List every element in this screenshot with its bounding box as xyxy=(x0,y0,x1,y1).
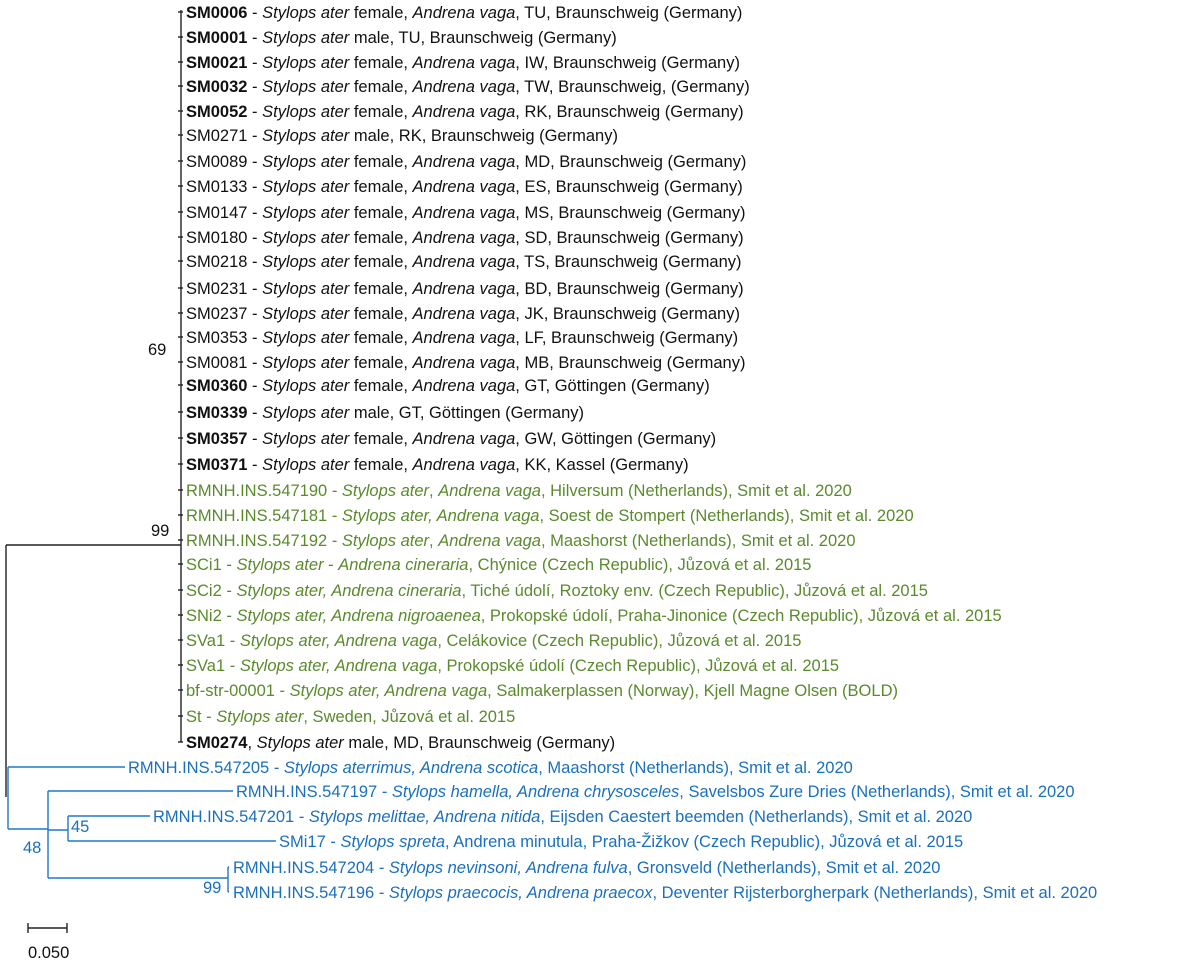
taxon-text: - xyxy=(247,253,263,271)
taxon-label xyxy=(186,4,742,22)
taxon-name-italic: Stylops ater xyxy=(262,178,350,196)
taxon-text: , TW, Braunschweig, (Germany) xyxy=(515,78,750,96)
taxon-text: - xyxy=(247,305,263,323)
taxon-name-italic: Andrena vaga xyxy=(412,354,516,372)
taxon-id: RMNH.INS.547205 xyxy=(128,759,270,777)
taxon-label xyxy=(186,632,801,650)
taxon-id: SCi2 xyxy=(186,582,222,600)
taxon-text: female, xyxy=(349,430,413,448)
taxon-name-italic: Stylops praecocis, Andrena praecox xyxy=(388,884,653,902)
taxon-id: RMNH.INS.547181 xyxy=(186,507,328,525)
taxon-id: SMi17 xyxy=(279,833,326,851)
taxon-text: female, xyxy=(349,54,413,72)
taxon-name-italic: Andrena vaga xyxy=(438,482,541,500)
taxon-text: - xyxy=(247,78,263,96)
taxon-text: - xyxy=(247,229,263,247)
taxon-name-italic: Andrena vaga xyxy=(412,456,516,474)
taxon-text: female, xyxy=(349,253,413,271)
taxon-label xyxy=(186,229,744,247)
taxon-text: , Soest de Stompert (Netherlands), Smit et al. 2020 xyxy=(539,507,914,525)
taxon-text: , Hilversum (Netherlands), Smit et al. 2020 xyxy=(540,482,852,500)
taxon-text: - xyxy=(247,329,263,347)
taxon-id: SVa1 xyxy=(186,657,226,675)
taxon-text: - xyxy=(247,178,263,196)
taxon-name-italic: Andrena cineraria xyxy=(338,556,469,574)
taxon-label xyxy=(186,354,745,372)
taxon-label xyxy=(186,682,898,700)
taxon-id: SM0021 xyxy=(186,54,248,72)
taxon-name-italic: Stylops ater xyxy=(262,404,350,422)
taxon-text: , MD, Braunschweig (Germany) xyxy=(515,153,747,171)
taxon-text: , Eijsden Caestert beemden (Netherlands), Smit et al. 2020 xyxy=(540,808,973,826)
taxon-name-italic: Stylops ater xyxy=(262,29,350,47)
taxon-name-italic: Stylops ater, Andrena vaga xyxy=(341,507,540,525)
taxon-text: - xyxy=(201,708,217,726)
taxon-text: - xyxy=(247,354,263,372)
taxon-text: female, xyxy=(349,204,413,222)
taxon-text: - xyxy=(327,482,342,500)
taxon-id: SM0001 xyxy=(186,29,248,47)
taxon-id: SM0353 xyxy=(186,329,248,347)
taxon-text: , SD, Braunschweig (Germany) xyxy=(515,229,744,247)
taxon-label xyxy=(153,808,972,826)
taxon-name-italic: Stylops ater xyxy=(262,329,350,347)
taxon-label xyxy=(186,482,852,500)
scale-bar-label: 0.050 xyxy=(28,944,70,962)
taxon-text: - xyxy=(225,657,240,675)
taxon-text: - xyxy=(247,153,263,171)
support-value-99-outgroup: 99 xyxy=(203,879,222,897)
taxon-text: , xyxy=(429,532,439,550)
taxon-name-italic: Stylops ater xyxy=(262,354,350,372)
taxon-id: SM0032 xyxy=(186,78,248,96)
taxon-text: - xyxy=(247,204,263,222)
taxon-name-italic: Andrena vaga xyxy=(412,280,516,298)
taxon-text: female, xyxy=(349,178,413,196)
taxon-name-italic: Stylops ater xyxy=(262,305,350,323)
taxon-text: - xyxy=(247,4,263,22)
taxon-id: SM0180 xyxy=(186,229,248,247)
taxon-label xyxy=(186,329,738,347)
taxon-id: SM0052 xyxy=(186,103,248,121)
taxon-id: SM0360 xyxy=(186,377,248,395)
taxon-text: female, xyxy=(349,456,413,474)
taxon-text: , Maashorst (Netherlands), Smit et al. 2020 xyxy=(538,759,853,777)
taxon-text: , Maashorst (Netherlands), Smit et al. 2020 xyxy=(540,532,856,550)
taxon-name-italic: Stylops ater, Andrena vaga xyxy=(239,632,438,650)
taxon-name-italic: Stylops ater xyxy=(256,734,344,752)
taxon-name-italic: Andrena vaga xyxy=(412,103,516,121)
taxon-text: - xyxy=(247,29,263,47)
taxon-text: , Prokopské údolí, Praha-Jinonice (Czech Republic), Jůzová et al. 2015 xyxy=(480,607,1002,625)
taxon-text: , Tiché údolí, Roztoky env. (Czech Republic), Jůzová et al. 2015 xyxy=(461,582,928,600)
taxon-name-italic: Stylops ater xyxy=(262,229,350,247)
taxon-label xyxy=(186,29,617,47)
taxon-label xyxy=(186,657,839,675)
taxon-text: - xyxy=(323,556,339,574)
taxon-text: - xyxy=(247,404,263,422)
taxon-name-italic: Stylops ater xyxy=(341,532,430,550)
taxon-text: female, xyxy=(349,229,413,247)
taxon-text: - xyxy=(247,377,263,395)
taxon-name-italic: Stylops ater, Andrena cineraria xyxy=(236,582,462,600)
taxon-id: SM0371 xyxy=(186,456,248,474)
taxon-text: - xyxy=(247,103,263,121)
taxon-text: , MB, Braunschweig (Germany) xyxy=(515,354,746,372)
taxon-label xyxy=(186,582,928,600)
taxon-label xyxy=(186,127,618,145)
taxon-name-italic: Stylops ater xyxy=(262,280,350,298)
taxon-text: - xyxy=(247,430,263,448)
taxon-name-italic: Andrena vaga xyxy=(412,4,516,22)
scale-bar xyxy=(28,923,69,962)
taxon-name-italic: Stylops ater xyxy=(262,103,350,121)
support-value-99-ingroup: 99 xyxy=(151,522,170,540)
taxon-id: RMNH.INS.547201 xyxy=(153,808,295,826)
taxon-label xyxy=(186,507,914,525)
taxon-id: SM0133 xyxy=(186,178,248,196)
taxon-text: female, xyxy=(349,78,413,96)
taxon-name-italic: Stylops ater xyxy=(262,377,350,395)
taxon-name-italic: Stylops ater xyxy=(341,482,430,500)
taxon-name-italic: Andrena vaga xyxy=(412,78,516,96)
taxon-text: female, xyxy=(349,377,413,395)
taxon-text: - xyxy=(247,127,263,145)
taxon-label xyxy=(186,78,750,96)
taxon-label xyxy=(186,178,743,196)
taxon-text: - xyxy=(221,582,237,600)
taxon-name-italic: Stylops ater xyxy=(262,127,350,145)
taxon-name-italic: Stylops ater xyxy=(262,54,350,72)
taxon-name-italic: Andrena vaga xyxy=(412,229,516,247)
taxon-text: - xyxy=(377,783,392,801)
taxon-id: bf-str-00001 xyxy=(186,682,275,700)
taxon-name-italic: Stylops ater, Andrena nigroaenea xyxy=(236,607,481,625)
taxon-id: SM0274 xyxy=(186,734,248,752)
taxon-label xyxy=(233,859,940,877)
taxon-name-italic: Stylops ater xyxy=(262,78,350,96)
taxon-text: , Sweden, Jůzová et al. 2015 xyxy=(303,708,516,726)
taxon-text: male, MD, Braunschweig (Germany) xyxy=(343,734,616,752)
taxon-name-italic: Andrena vaga xyxy=(412,430,516,448)
taxon-label xyxy=(236,783,1075,801)
taxon-label xyxy=(186,456,689,474)
taxon-text: - xyxy=(269,759,284,777)
taxon-text: male, RK, Braunschweig (Germany) xyxy=(349,127,618,145)
taxon-id: SM0218 xyxy=(186,253,248,271)
taxon-label xyxy=(128,759,853,777)
taxon-text: , Andrena minutula, Praha-Žižkov (Czech Republic), Jůzová et al. 2015 xyxy=(445,833,964,851)
taxon-label xyxy=(186,734,615,752)
taxon-text: , GT, Göttingen (Germany) xyxy=(515,377,710,395)
support-value-48: 48 xyxy=(23,839,42,857)
taxon-text: , JK, Braunschweig (Germany) xyxy=(515,305,740,323)
taxon-text: , MS, Braunschweig (Germany) xyxy=(515,204,746,222)
support-value-69: 69 xyxy=(148,341,167,359)
taxon-name-italic: Andrena vaga xyxy=(412,54,516,72)
taxon-name-italic: Andrena vaga xyxy=(412,153,516,171)
taxon-text: - xyxy=(247,280,263,298)
taxon-text: , IW, Braunschweig (Germany) xyxy=(515,54,740,72)
taxon-name-italic: Andrena vaga xyxy=(438,532,541,550)
taxon-label xyxy=(186,103,744,121)
taxon-text: - xyxy=(247,54,263,72)
taxon-text: , LF, Braunschweig (Germany) xyxy=(515,329,739,347)
taxon-text: , Celákovice (Czech Republic), Jůzová et al. 2015 xyxy=(437,632,802,650)
taxon-label xyxy=(186,404,584,422)
taxon-text: , xyxy=(429,482,439,500)
taxon-name-italic: Andrena vaga xyxy=(412,253,516,271)
taxon-text: female, xyxy=(349,329,413,347)
taxon-label xyxy=(279,832,963,851)
taxon-text: , ES, Braunschweig (Germany) xyxy=(515,178,743,196)
taxon-text: - xyxy=(221,607,237,625)
taxon-text: , Deventer Rijsterborgherpark (Netherlands), Smit et al. 2020 xyxy=(652,884,1098,902)
taxon-name-italic: Andrena vaga xyxy=(412,329,516,347)
taxon-name-italic: Stylops ater xyxy=(262,456,350,474)
taxon-id: RMNH.INS.547190 xyxy=(186,482,328,500)
taxon-text: female, xyxy=(349,103,413,121)
taxon-text: , Chýnice (Czech Republic), Jůzová et al. 2015 xyxy=(468,556,812,574)
taxon-id: SM0237 xyxy=(186,305,248,323)
taxon-text: male, GT, Göttingen (Germany) xyxy=(349,404,585,422)
taxon-text: , Savelsbos Zure Dries (Netherlands), Smit et al. 2020 xyxy=(679,783,1075,801)
taxon-id: RMNH.INS.547204 xyxy=(233,859,375,877)
taxon-name-italic: Stylops ater xyxy=(262,430,350,448)
taxon-id: SM0147 xyxy=(186,204,248,222)
taxon-text: - xyxy=(374,859,389,877)
taxon-name-italic: Stylops ater xyxy=(262,4,350,22)
taxon-label xyxy=(186,305,740,323)
taxon-text: - xyxy=(225,632,240,650)
taxon-name-italic: Stylops ater xyxy=(216,708,304,726)
taxon-name-italic: Stylops nevinsoni, Andrena fulva xyxy=(388,859,628,877)
taxon-label xyxy=(186,280,744,298)
taxon-text: - xyxy=(374,884,389,902)
taxon-text: male, TU, Braunschweig (Germany) xyxy=(349,29,617,47)
taxon-text: , TU, Braunschweig (Germany) xyxy=(515,4,743,22)
taxon-text: - xyxy=(221,556,237,574)
taxon-text: - xyxy=(327,507,342,525)
taxon-name-italic: Stylops aterrimus, Andrena scotica xyxy=(283,759,539,777)
taxon-label xyxy=(186,708,515,726)
taxon-text: , Prokopské údolí (Czech Republic), Jůzová et al. 2015 xyxy=(437,657,840,675)
taxon-text: female, xyxy=(349,354,413,372)
taxon-id: RMNH.INS.547197 xyxy=(236,783,378,801)
taxon-name-italic: Andrena vaga xyxy=(412,204,516,222)
taxon-name-italic: Stylops ater, Andrena vaga xyxy=(289,682,488,700)
taxon-text: - xyxy=(247,456,263,474)
taxon-label xyxy=(186,377,710,395)
taxon-text: , GW, Göttingen (Germany) xyxy=(515,430,717,448)
taxon-text: female, xyxy=(349,4,413,22)
taxon-id: SM0231 xyxy=(186,280,248,298)
taxon-text: , Salmakerplassen (Norway), Kjell Magne Olsen (BOLD) xyxy=(487,682,898,700)
taxon-id: RMNH.INS.547196 xyxy=(233,884,375,902)
taxon-name-italic: Stylops spreta xyxy=(340,833,446,851)
taxon-text: female, xyxy=(349,153,413,171)
taxon-labels xyxy=(128,4,1097,902)
taxon-text: , Gronsveld (Netherlands), Smit et al. 2020 xyxy=(627,859,941,877)
taxon-name-italic: Andrena vaga xyxy=(412,377,516,395)
taxon-id: SM0006 xyxy=(186,4,248,22)
taxon-id: SNi2 xyxy=(186,607,222,625)
taxon-id: SM0271 xyxy=(186,127,248,145)
taxon-id: St xyxy=(186,708,202,726)
taxon-id: SM0089 xyxy=(186,153,248,171)
taxon-text: , BD, Braunschweig (Germany) xyxy=(515,280,744,298)
taxon-text: , RK, Braunschweig (Germany) xyxy=(515,103,744,121)
taxon-id: RMNH.INS.547192 xyxy=(186,532,328,550)
taxon-label xyxy=(186,153,746,171)
taxon-label xyxy=(186,204,745,222)
taxon-text: , KK, Kassel (Germany) xyxy=(515,456,689,474)
taxon-id: SM0081 xyxy=(186,354,248,372)
taxon-text: - xyxy=(325,833,341,851)
taxon-label xyxy=(186,430,716,448)
taxon-label xyxy=(233,884,1097,902)
taxon-id: SM0357 xyxy=(186,430,248,448)
taxon-name-italic: Stylops ater, Andrena vaga xyxy=(239,657,438,675)
taxon-text: - xyxy=(274,682,290,700)
taxon-text: female, xyxy=(349,305,413,323)
taxon-name-italic: Stylops melittae, Andrena nitida xyxy=(308,808,541,826)
taxon-name-italic: Stylops ater xyxy=(236,556,324,574)
taxon-label xyxy=(186,556,812,574)
taxon-text: - xyxy=(327,532,342,550)
taxon-text: female, xyxy=(349,280,413,298)
taxon-id: SVa1 xyxy=(186,632,226,650)
taxon-label xyxy=(186,532,856,550)
taxon-name-italic: Andrena vaga xyxy=(412,178,516,196)
taxon-text: , xyxy=(247,734,257,752)
taxon-label xyxy=(186,607,1002,625)
taxon-name-italic: Andrena vaga xyxy=(412,305,516,323)
taxon-text: - xyxy=(294,808,309,826)
taxon-name-italic: Stylops ater xyxy=(262,204,350,222)
support-value-45: 45 xyxy=(71,818,90,836)
taxon-text: , TS, Braunschweig (Germany) xyxy=(515,253,742,271)
taxon-name-italic: Stylops ater xyxy=(262,153,350,171)
taxon-id: SM0339 xyxy=(186,404,248,422)
taxon-id: SCi1 xyxy=(186,556,222,574)
taxon-label xyxy=(186,253,742,271)
taxon-label xyxy=(186,54,740,72)
taxon-name-italic: Stylops hamella, Andrena chrysosceles xyxy=(391,783,680,801)
taxon-name-italic: Stylops ater xyxy=(262,253,350,271)
